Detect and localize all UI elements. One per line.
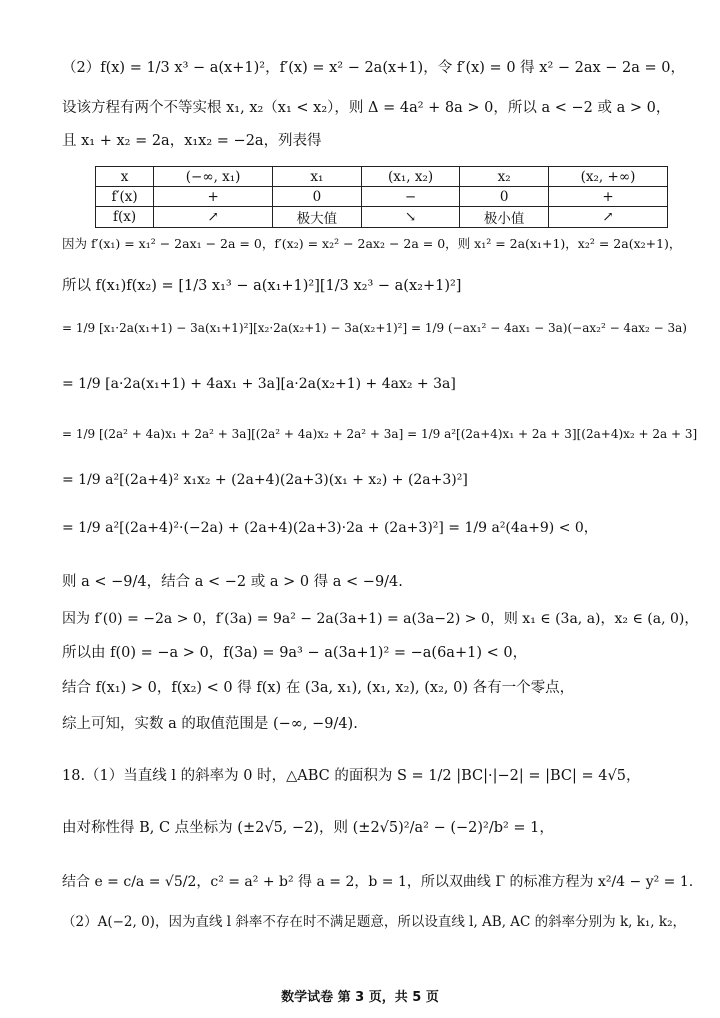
table-cell: 0 [460, 187, 549, 207]
table-cell: − [361, 187, 460, 207]
table-row [96, 167, 668, 187]
table-cell: + [548, 187, 667, 207]
text-line: 且 x₁ + x₂ = 2a，x₁x₂ = −2a，列表得 [62, 133, 322, 149]
text-line: （2）A(−2, 0)，因为直线 l 斜率不存在时不满足题意，所以设直线 l, AB, AC 的斜率分别为 k, k₁, k₂， [62, 914, 686, 930]
table-cell: 极大值 [273, 207, 362, 228]
text-line: 结合 f(x₁) > 0，f(x₂) < 0 得 f(x) 在 (3a, x₁), (x₁, x₂), (x₂, 0) 各有一个零点， [62, 680, 575, 696]
table-cell: f(x) [96, 207, 154, 228]
table-cell: f′(x) [96, 187, 154, 207]
text-line: 则 a < −9/4，结合 a < −2 或 a > 0 得 a < −9/4. [62, 574, 403, 590]
text-line: 综上可知，实数 a 的取值范围是 (−∞, −9/4). [62, 716, 358, 732]
text-line: 所以由 f(0) = −a > 0，f(3a) = 9a³ − a(3a+1)² = −a(6a+1) < 0， [62, 645, 528, 661]
table-row [96, 187, 668, 207]
page-footer: 数学试卷 第 3 页，共 5 页 [281, 990, 439, 1005]
problem-heading: 18.（1）当直线 l 的斜率为 0 时，△ABC 的面积为 S = 1/2 |BC|·|−2| = |BC| = 4√5， [62, 768, 641, 784]
table-cell: 0 [273, 187, 362, 207]
table-cell: + [154, 187, 273, 207]
text-line: 由对称性得 B, C 点坐标为 (±2√5, −2)，则 (±2√5)²/a² − (−2)²/b² = 1， [62, 820, 554, 836]
equation-line: = 1/9 [(2a² + 4a)x₁ + 2a² + 3a][(2a² + 4a)x₂ + 2a² + 3a] = 1/9 a²[(2a+4)x₁ + 2a + 3][(2a+4)x₂ + 2a + 3] [62, 427, 698, 441]
table-cell: ↘ [361, 207, 460, 228]
table-cell: x₁ [273, 167, 362, 187]
equation-line: = 1/9 a²[(2a+4)²·(−2a) + (2a+4)(2a+3)·2a + (2a+3)²] = 1/9 a²(4a+9) < 0， [62, 520, 598, 536]
text-line: 因为 f′(0) = −2a > 0，f′(3a) = 9a² − 2a(3a+1) = a(3a−2) > 0，则 x₁ ∈ (3a, a)，x₂ ∈ (a, 0)， [62, 611, 699, 627]
equation-line: = 1/9 [x₁·2a(x₁+1) − 3a(x₁+1)²][x₂·2a(x₂+1) − 3a(x₂+1)²] = 1/9 (−ax₁² − 4ax₁ − 3a)(−ax₂² − 4ax₂ − 3a) [62, 321, 687, 335]
text-line: 结合 e = c/a = √5/2，c² = a² + b² 得 a = 2，b = 1，所以双曲线 Γ 的标准方程为 x²/4 − y² = 1. [62, 874, 694, 890]
text-line: 所以 f(x₁)f(x₂) = [1/3 x₁³ − a(x₁+1)²][1/3 x₂³ − a(x₂+1)²] [62, 278, 462, 294]
table-cell: ↗ [154, 207, 273, 228]
table-cell: (−∞, x₁) [154, 167, 273, 187]
table-cell: ↗ [548, 207, 667, 228]
table-cell: x [96, 167, 154, 187]
table-cell: (x₂, +∞) [548, 167, 667, 187]
table-cell: (x₁, x₂) [361, 167, 460, 187]
text-line: 因为 f′(x₁) = x₁² − 2ax₁ − 2a = 0，f′(x₂) = x₂² − 2ax₂ − 2a = 0，则 x₁² = 2a(x₁+1)，x₂² = 2a(x₂+1)， [62, 236, 682, 251]
table-cell: 极小值 [460, 207, 549, 228]
text-line: 设该方程有两个不等实根 x₁, x₂（x₁ < x₂），则 Δ = 4a² + 8a > 0，所以 a < −2 或 a > 0， [62, 100, 671, 116]
equation-line: = 1/9 a²[(2a+4)² x₁x₂ + (2a+4)(2a+3)(x₁ + x₂) + (2a+3)²] [62, 472, 468, 488]
table-cell: x₂ [460, 167, 549, 187]
text-line: （2）f(x) = 1/3 x³ − a(x+1)²，f′(x) = x² − 2a(x+1)，令 f′(x) = 0 得 x² − 2ax − 2a = 0， [62, 60, 685, 76]
equation-line: = 1/9 [a·2a(x₁+1) + 4ax₁ + 3a][a·2a(x₂+1) + 4ax₂ + 3a] [62, 376, 456, 392]
variation-table [95, 166, 668, 228]
table-row [96, 207, 668, 228]
